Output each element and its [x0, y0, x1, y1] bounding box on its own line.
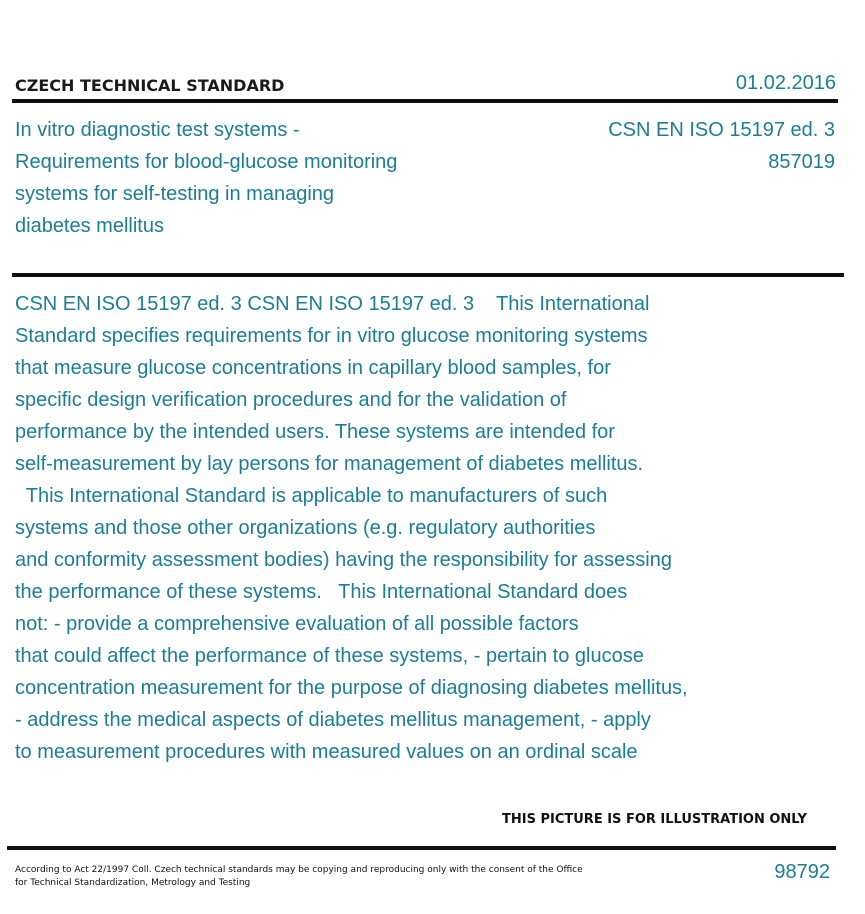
standard-number: 857019 [768, 151, 835, 173]
header-divider [12, 99, 838, 103]
abstract-line: specific design verification procedures and for the validation of [15, 389, 567, 411]
abstract-line: that could affect the performance of these systems, - pertain to glucose [15, 645, 644, 667]
abstract-line: CSN EN ISO 15197 ed. 3 CSN EN ISO 15197 ed. 3 This International [15, 293, 650, 315]
abstract-text [15, 288, 688, 768]
abstract-line: This International Standard is applicable to manufacturers of such [15, 485, 608, 507]
illustration-notice: THIS PICTURE IS FOR ILLUSTRATION ONLY [502, 812, 807, 827]
standard-identifier [608, 114, 835, 178]
abstract-line: and conformity assessment bodies) having the responsibility for assessing [15, 549, 672, 571]
abstract-line: systems and those other organizations (e.g. regulatory authorities [15, 517, 596, 539]
title-divider [12, 273, 844, 277]
abstract-line: Standard specifies requirements for in vitro glucose monitoring systems [15, 325, 648, 347]
footer-divider [7, 846, 836, 850]
document-id: 98792 [774, 861, 830, 883]
abstract-line: that measure glucose concentrations in capillary blood samples, for [15, 357, 611, 379]
abstract-line: not: - provide a comprehensive evaluation of all possible factors [15, 613, 579, 635]
standard-title [15, 114, 455, 242]
abstract-line: self-measurement by lay persons for management of diabetes mellitus. [15, 453, 644, 475]
legal-line: According to Act 22/1997 Coll. Czech technical standards may be copying and reproducing only with the consent of the Office [15, 865, 583, 875]
standard-code: CSN EN ISO 15197 ed. 3 [608, 119, 835, 141]
abstract-line: to measurement procedures with measured values on an ordinal scale [15, 741, 638, 763]
abstract-line: performance by the intended users. These systems are intended for [15, 421, 615, 443]
legal-line: for Technical Standardization, Metrology and Testing [15, 878, 251, 888]
title-line: In vitro diagnostic test systems - [15, 119, 300, 141]
copyright-notice [15, 864, 583, 890]
abstract-line: the performance of these systems. This International Standard does [15, 581, 628, 603]
abstract-line: - address the medical aspects of diabetes mellitus management, - apply [15, 709, 651, 731]
title-line: diabetes mellitus [15, 215, 164, 237]
title-line: systems for self-testing in managing [15, 183, 335, 205]
document-type-label: CZECH TECHNICAL STANDARD [15, 76, 285, 95]
publication-date: 01.02.2016 [735, 72, 836, 94]
abstract-line: concentration measurement for the purpose of diagnosing diabetes mellitus, [15, 677, 688, 699]
title-line: Requirements for blood-glucose monitoring [15, 151, 398, 173]
